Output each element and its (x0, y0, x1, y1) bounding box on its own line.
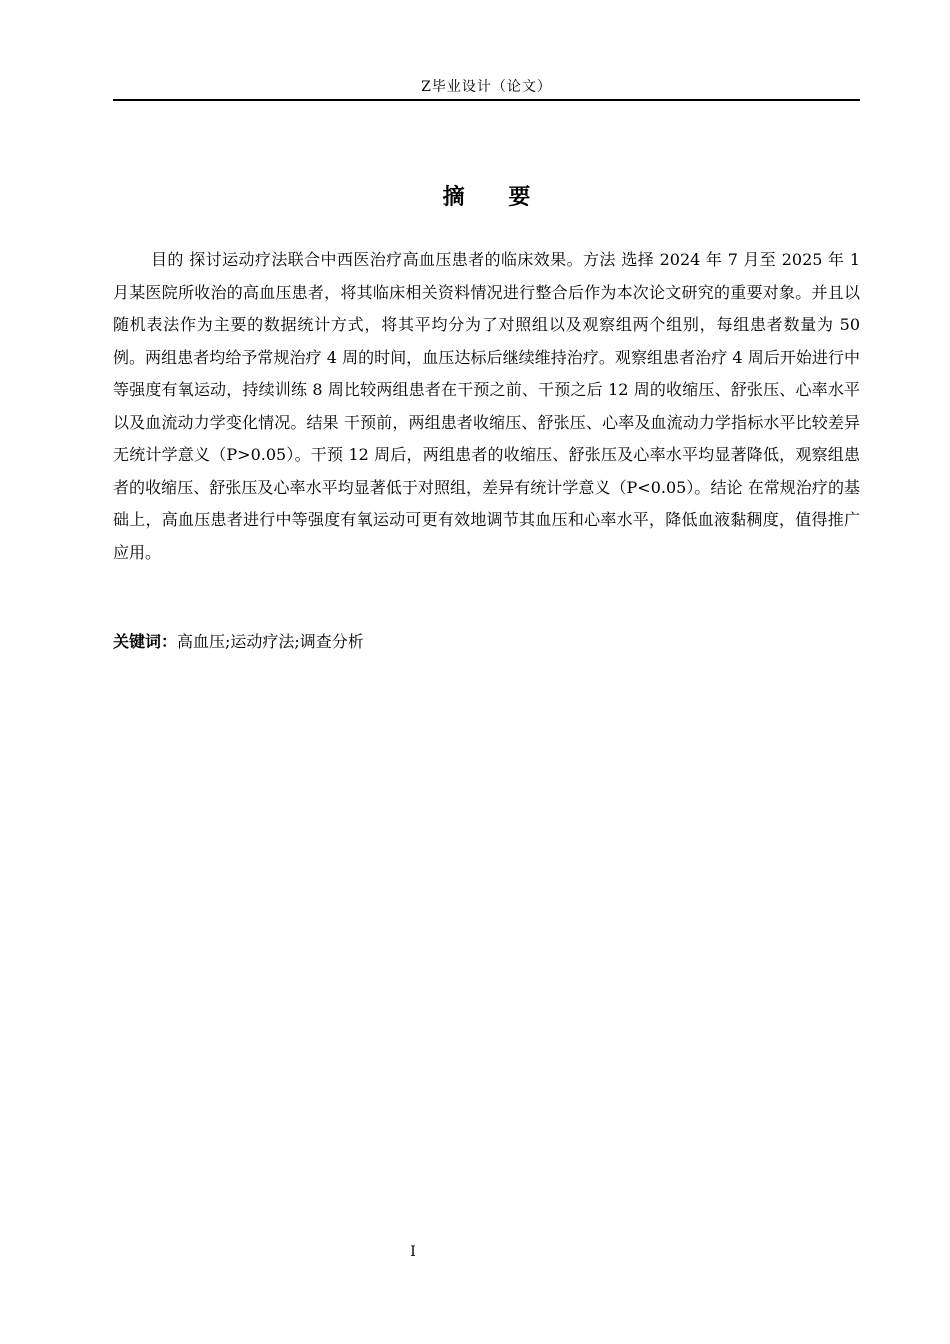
page-number: I (410, 1244, 416, 1260)
abstract-body: 目的 探讨运动疗法联合中西医治疗高血压患者的临床效果。方法 选择 2024 年 7 月至 2025 年 1 月某医院所收治的高血压患者，将其临床相关资料情况进行整合后作为本次论文研究的重要对象。并且以随机表法作为主要的数据统计方式，将其平均分为了对照组以及观察组两个组别，每组患者数量为 50 例。两组患者均给予常规治疗 4 周的时间，血压达标后继续维持治疗。观察组患者治疗 4 周后开始进行中等强度有氧运动，持续训练 8 周比较两组患者在干预之前、干预之后 12 周的收缩压、舒张压、心率水平以及血流动力学变化情况。结果 干预前，两组患者收缩压、舒张压、心率及血流动力学指标水平比较差异无统计学意义（P>0.05）。干预 12 周后，两组患者的收缩压、舒张压及心率水平均显著降低，观察组患者的收缩压、舒张压及心率水平均显著低于对照组，差异有统计学意义（P<0.05）。结论 在常规治疗的基础上，高血压患者进行中等强度有氧运动可更有效地调节其血压和心率水平，降低血液黏稠度，值得推广应用。 (113, 250, 860, 562)
keywords-line (113, 630, 860, 654)
keywords-label: 关键词： (113, 632, 178, 651)
keywords-value: 高血压;运动疗法;调查分析 (177, 632, 364, 651)
abstract-title: 摘 要 (442, 185, 549, 210)
header-rule (113, 99, 860, 101)
running-header: Z毕业设计（论文） (421, 79, 552, 95)
